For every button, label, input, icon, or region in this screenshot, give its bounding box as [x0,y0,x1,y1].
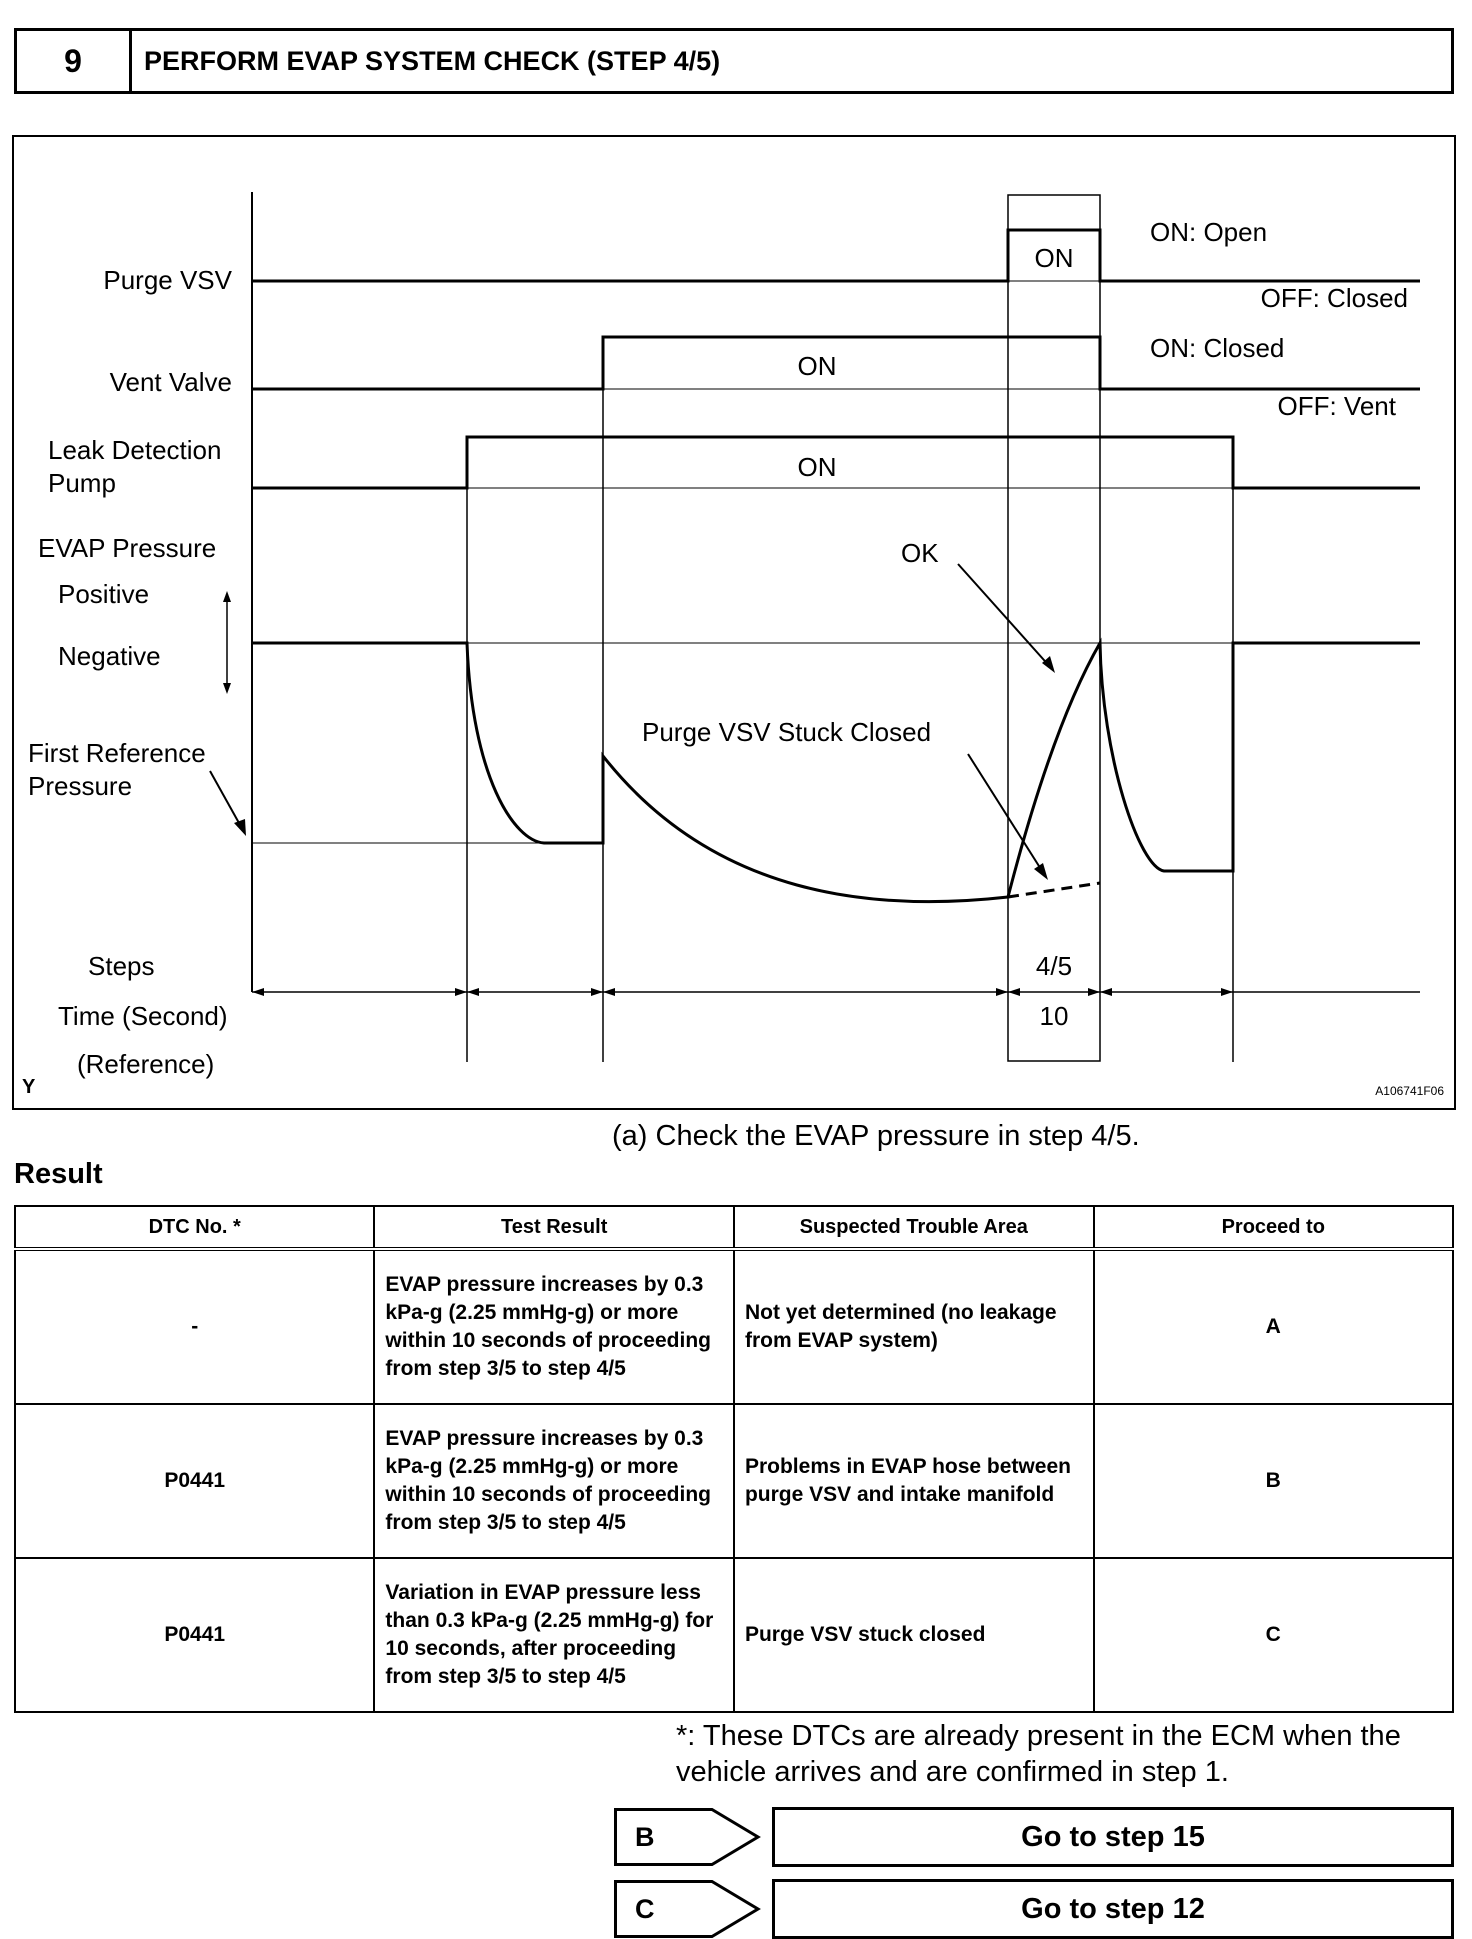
time-label: Time (Second) [58,1001,228,1031]
first-reference-label-1: First Reference [28,738,206,768]
timing-diagram [12,135,1456,1110]
vent-off-state: OFF: Vent [1277,391,1396,421]
dtc-footnote: *: These DTCs are already present in the ECM when the vehicle arrives and are confirmed in step 1. [676,1720,1401,1788]
result-c-label [614,1880,760,1938]
proceed-cell: C [1094,1558,1453,1712]
dtc-cell: - [15,1249,374,1404]
test-result-cell: EVAP pressure increases by 0.3 kPa-g (2.25 mmHg-g) or more within 10 seconds of proceeding from step 3/5 to step 4/5 [374,1249,734,1404]
result-letter: B [614,1808,696,1866]
figure-id: A106741F06 [1375,1084,1444,1098]
negative-label: Negative [58,641,161,671]
timing-diagram-svg [14,137,1454,1108]
time-value: 10 [1039,1001,1069,1031]
column-header: Test Result [374,1206,734,1249]
proceed-cell: A [1094,1249,1453,1404]
vent-valve-label: Vent Valve [109,367,232,397]
result-letter: C [614,1880,696,1938]
column-header: DTC No. * [15,1206,374,1249]
result-table [14,1205,1454,1713]
corner-mark: Y [22,1076,36,1098]
step-title: PERFORM EVAP SYSTEM CHECK (STEP 4/5) [144,45,721,76]
table-row [15,1404,1453,1558]
first-reference-label-2: Pressure [28,771,133,801]
trouble-area-cell: Purge VSV stuck closed [734,1558,1094,1712]
trouble-area-cell: Not yet determined (no leakage from EVAP system) [734,1249,1094,1404]
go-to-step-15-link[interactable]: Go to step 15 [772,1807,1454,1867]
pump-label-2: Pump [48,468,116,498]
go-to-step-12-link[interactable]: Go to step 12 [772,1879,1454,1939]
evap-pressure-label: EVAP Pressure [38,533,217,563]
step-header [14,28,1454,94]
table-row [15,1249,1453,1404]
column-header: Proceed to [1094,1206,1453,1249]
steps-label: Steps [88,951,155,981]
purge-off-state: OFF: Closed [1260,283,1408,313]
table-header-row [15,1206,1453,1249]
figure-caption: (a) Check the EVAP pressure in step 4/5. [612,1120,1140,1152]
pump-label-1: Leak Detection [48,435,222,465]
purge-on-state: ON: Open [1150,217,1268,247]
step-value: 4/5 [1035,951,1073,981]
proceed-cell: B [1094,1404,1453,1558]
test-result-cell: Variation in EVAP pressure less than 0.3 kPa-g (2.25 mmHg-g) for 10 seconds, after proceeding from step 3/5 to step 4/5 [374,1558,734,1712]
purge-on-text: ON [1034,243,1074,273]
step-number: 9 [17,31,132,91]
vent-on-state: ON: Closed [1150,333,1285,363]
result-heading: Result [14,1158,103,1190]
purge-vsv-label: Purge VSV [103,265,232,295]
stuck-closed-label: Purge VSV Stuck Closed [642,717,932,747]
table-row [15,1558,1453,1712]
pump-on-text: ON [797,452,837,482]
positive-label: Positive [58,579,150,609]
dtc-cell: P0441 [15,1558,374,1712]
trouble-area-cell: Problems in EVAP hose between purge VSV and intake manifold [734,1404,1094,1558]
ok-label: OK [901,538,939,568]
dtc-cell: P0441 [15,1404,374,1558]
column-header: Suspected Trouble Area [734,1206,1094,1249]
result-b-label [614,1808,760,1866]
test-result-cell: EVAP pressure increases by 0.3 kPa-g (2.25 mmHg-g) or more within 10 seconds of proceeding from step 3/5 to step 4/5 [374,1404,734,1558]
reference-label: (Reference) [77,1049,215,1079]
vent-on-text: ON [797,351,837,381]
